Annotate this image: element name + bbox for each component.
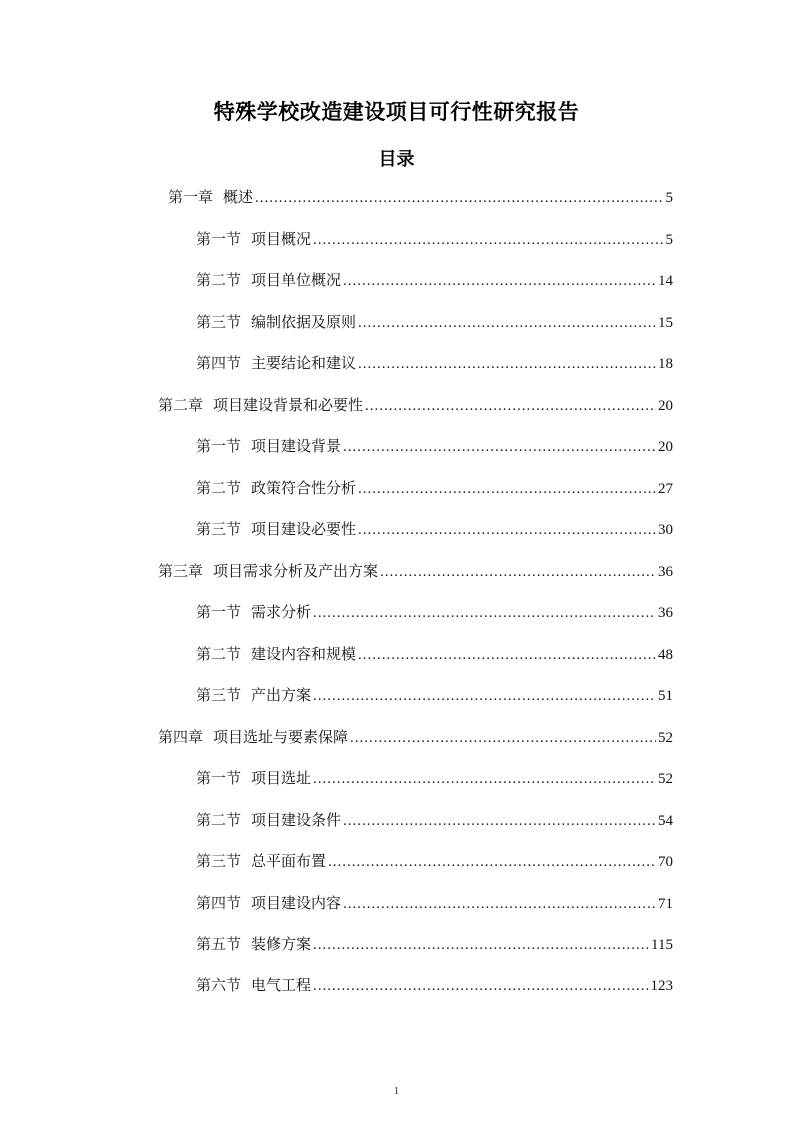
toc-entry-page: 36 bbox=[658, 564, 673, 580]
toc-entry-section-4-4[interactable] bbox=[196, 893, 673, 914]
toc-entry-chapter-2[interactable] bbox=[158, 395, 673, 416]
toc-entry-chapter-3[interactable] bbox=[158, 561, 673, 582]
toc-entry-title: 项目建设条件 bbox=[251, 811, 342, 829]
toc-entry-page: 5 bbox=[665, 190, 673, 206]
toc-entry-number: 第一节 bbox=[196, 603, 242, 621]
toc-heading: 目录 bbox=[378, 149, 415, 170]
toc-dot-leader bbox=[343, 811, 656, 831]
toc-entry-title: 项目概况 bbox=[251, 230, 312, 248]
toc-entry-page: 14 bbox=[658, 273, 673, 289]
toc-entry-title: 总平面布置 bbox=[251, 852, 327, 870]
toc-entry-section-1-1[interactable] bbox=[196, 229, 673, 250]
toc-entry-title: 概述 bbox=[223, 188, 254, 206]
toc-entry-section-2-3[interactable] bbox=[196, 519, 673, 540]
toc-entry-page: 115 bbox=[651, 937, 673, 953]
toc-dot-leader bbox=[313, 686, 656, 706]
toc-entry-chapter-1[interactable] bbox=[168, 187, 673, 208]
toc-entry-number: 第二节 bbox=[196, 811, 242, 829]
toc-dot-leader bbox=[313, 769, 656, 789]
toc-entry-number: 第四节 bbox=[196, 894, 242, 912]
toc-entry-page: 5 bbox=[665, 232, 673, 248]
toc-entry-number: 第一章 bbox=[168, 188, 214, 206]
toc-entry-title: 项目建设背景和必要性 bbox=[213, 396, 364, 414]
toc-entry-number: 第二章 bbox=[158, 396, 204, 414]
toc-entry-title: 需求分析 bbox=[251, 603, 312, 621]
toc-entry-number: 第三节 bbox=[196, 520, 242, 538]
toc-entry-title: 电气工程 bbox=[251, 976, 312, 994]
toc-dot-leader bbox=[255, 188, 663, 208]
toc-entry-section-1-4[interactable] bbox=[196, 353, 673, 374]
toc-dot-leader bbox=[358, 479, 656, 499]
toc-entry-page: 20 bbox=[658, 398, 673, 414]
toc-dot-leader bbox=[358, 354, 656, 374]
toc-entry-title: 项目建设内容 bbox=[251, 894, 342, 912]
toc-entry-page: 27 bbox=[658, 481, 673, 497]
toc-entry-number: 第二节 bbox=[196, 479, 242, 497]
toc-entry-page: 30 bbox=[658, 522, 673, 538]
toc-entry-number: 第三节 bbox=[196, 852, 242, 870]
toc-entry-page: 36 bbox=[658, 605, 673, 621]
toc-entry-section-2-1[interactable] bbox=[196, 436, 673, 457]
toc-entry-page: 71 bbox=[658, 896, 673, 912]
toc-entry-page: 54 bbox=[658, 813, 673, 829]
toc-entry-number: 第三节 bbox=[196, 313, 242, 331]
toc-dot-leader bbox=[350, 728, 656, 748]
toc-entry-page: 51 bbox=[658, 688, 673, 704]
toc-entry-section-3-2[interactable] bbox=[196, 644, 673, 665]
toc-entry-page: 123 bbox=[650, 978, 673, 994]
toc-dot-leader bbox=[343, 894, 656, 914]
toc-entry-title: 项目选址 bbox=[251, 769, 312, 787]
toc-entry-section-1-3[interactable] bbox=[196, 312, 673, 333]
toc-entry-title: 项目单位概况 bbox=[251, 271, 342, 289]
toc-entry-page: 52 bbox=[658, 730, 673, 746]
toc-dot-leader bbox=[313, 603, 656, 623]
toc-entry-number: 第四节 bbox=[196, 354, 242, 372]
toc-entry-section-4-1[interactable] bbox=[196, 768, 673, 789]
toc-dot-leader bbox=[343, 437, 656, 457]
toc-entry-section-3-3[interactable] bbox=[196, 685, 673, 706]
toc-entry-title: 产出方案 bbox=[251, 686, 312, 704]
toc-entry-page: 15 bbox=[658, 315, 673, 331]
toc-entry-title: 项目选址与要素保障 bbox=[213, 728, 349, 746]
toc-dot-leader bbox=[358, 520, 656, 540]
toc-entry-section-4-6[interactable] bbox=[196, 975, 673, 996]
toc-dot-leader bbox=[313, 976, 648, 996]
toc-entry-section-4-3[interactable] bbox=[196, 851, 673, 872]
toc-entry-number: 第六节 bbox=[196, 976, 242, 994]
toc-entry-number: 第五节 bbox=[196, 935, 242, 953]
toc-entry-page: 70 bbox=[658, 854, 673, 870]
toc-entry-title: 政策符合性分析 bbox=[251, 479, 357, 497]
toc-entry-number: 第二节 bbox=[196, 271, 242, 289]
toc-dot-leader bbox=[313, 230, 663, 250]
toc-entry-section-4-2[interactable] bbox=[196, 810, 673, 831]
toc-entry-title: 主要结论和建议 bbox=[251, 354, 357, 372]
toc-entry-title: 项目建设必要性 bbox=[251, 520, 357, 538]
toc-entry-section-4-5[interactable] bbox=[196, 934, 673, 955]
toc-dot-leader bbox=[328, 852, 656, 872]
toc-dot-leader bbox=[358, 645, 656, 665]
toc-entry-section-3-1[interactable] bbox=[196, 602, 673, 623]
toc-entry-page: 52 bbox=[658, 771, 673, 787]
toc-entry-number: 第三章 bbox=[158, 562, 204, 580]
page-number: 1 bbox=[393, 1085, 400, 1097]
toc-entry-page: 18 bbox=[658, 356, 673, 372]
toc-entry-section-1-2[interactable] bbox=[196, 270, 673, 291]
toc-dot-leader bbox=[365, 396, 656, 416]
toc-dot-leader bbox=[380, 562, 656, 582]
toc-entry-title: 项目建设背景 bbox=[251, 437, 342, 455]
toc-entry-number: 第二节 bbox=[196, 645, 242, 663]
toc-entry-number: 第一节 bbox=[196, 230, 242, 248]
toc-dot-leader bbox=[313, 935, 649, 955]
toc-entry-section-2-2[interactable] bbox=[196, 478, 673, 499]
toc-dot-leader bbox=[343, 271, 656, 291]
toc-entry-title: 编制依据及原则 bbox=[251, 313, 357, 331]
toc-entry-title: 装修方案 bbox=[251, 935, 312, 953]
toc-entry-page: 48 bbox=[658, 647, 673, 663]
toc-entry-title: 建设内容和规模 bbox=[251, 645, 357, 663]
toc-entry-chapter-4[interactable] bbox=[158, 727, 673, 748]
toc-entry-page: 20 bbox=[658, 439, 673, 455]
toc-entry-title: 项目需求分析及产出方案 bbox=[213, 562, 379, 580]
toc-entry-number: 第一节 bbox=[196, 769, 242, 787]
toc-entry-number: 第三节 bbox=[196, 686, 242, 704]
toc-entry-number: 第四章 bbox=[158, 728, 204, 746]
document-title: 特殊学校改造建设项目可行性研究报告 bbox=[213, 100, 580, 124]
toc-entry-number: 第一节 bbox=[196, 437, 242, 455]
toc-dot-leader bbox=[358, 313, 656, 333]
